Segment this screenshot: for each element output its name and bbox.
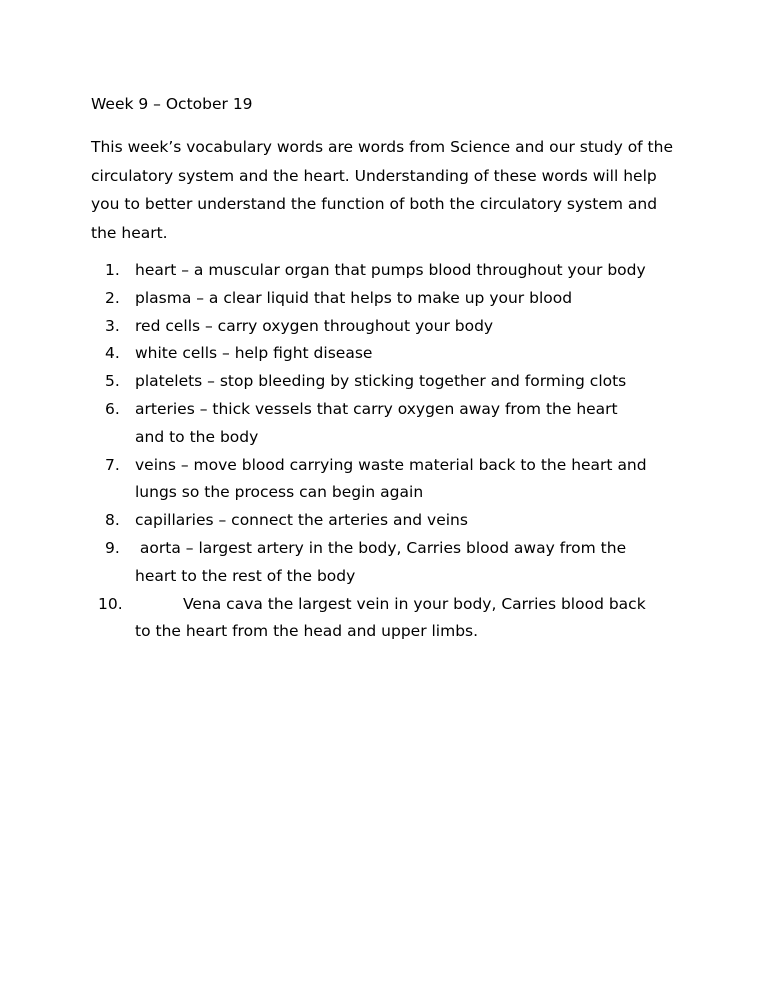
vocab-item-platelets (0, 368, 700, 396)
vocab-text: platelets – stop bleeding by sticking together and forming clots (135, 372, 627, 391)
vocab-item-arteries (0, 396, 700, 452)
vocab-text: red cells – carry oxygen throughout your body (135, 316, 494, 335)
vocab-number: 2. (105, 288, 120, 307)
vocab-text: heart – a muscular organ that pumps blood throughout your body (135, 261, 646, 279)
vocab-item-vena-cava (0, 591, 700, 647)
vocab-item-capillaries (0, 507, 700, 535)
vocab-item-plasma (0, 285, 700, 313)
vocab-number: 7. (105, 455, 120, 474)
vocab-number: 9. (105, 538, 120, 557)
vocab-number: 4. (105, 344, 120, 363)
vocab-text-continued: lungs so the process can begin again (135, 483, 424, 502)
vocab-number: 6. (105, 399, 120, 418)
vocab-text: aorta – largest artery in the body, Carries blood away from the (135, 538, 627, 557)
vocab-text: Vena cava the largest vein in your body, Carries blood back (183, 594, 646, 613)
vocab-item-aorta (0, 535, 700, 591)
vocab-text: capillaries – connect the arteries and veins (135, 511, 468, 530)
vocab-text-continued: heart to the rest of the body (135, 566, 356, 585)
vocab-number: 1. (105, 261, 120, 279)
vocab-text-continued: and to the body (135, 427, 259, 446)
vocab-number: 3. (105, 316, 120, 335)
vocab-number: 5. (105, 372, 120, 391)
vocab-text-continued: to the heart from the head and upper limbs. (135, 622, 479, 641)
vocab-text: arteries – thick vessels that carry oxygen away from the heart (135, 399, 618, 418)
vocab-text: plasma – a clear liquid that helps to make up your blood (135, 288, 573, 307)
vocab-text: white cells – help fight disease (135, 344, 373, 363)
vocab-list (0, 257, 700, 646)
vocab-number: 10. (98, 594, 123, 613)
vocab-item-heart (0, 257, 700, 285)
vocab-text: veins – move blood carrying waste material back to the heart and (135, 455, 647, 474)
week-heading: Week 9 – October 19 (91, 95, 253, 113)
intro-paragraph: This week’s vocabulary words are words from Science and our study of the circulatory system and the heart. Understanding of these words will help you to better understand the function of both the circulatory system and the heart. (91, 138, 673, 242)
vocab-item-red-cells (0, 313, 700, 341)
vocab-item-veins (0, 452, 700, 508)
vocab-number: 8. (105, 511, 120, 530)
vocab-item-white-cells (0, 340, 700, 368)
